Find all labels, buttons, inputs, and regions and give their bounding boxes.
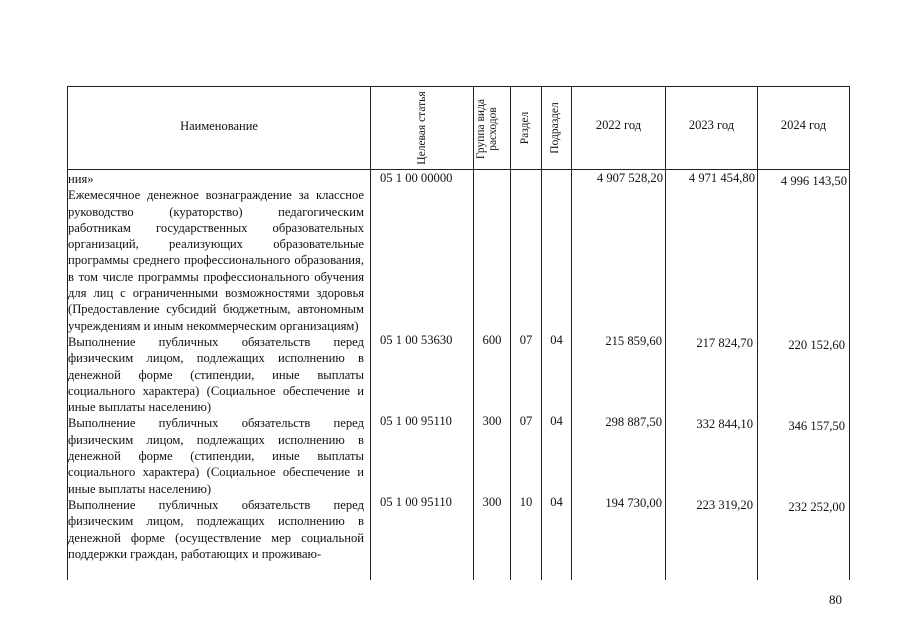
cell-2022: 4 907 528,20 (596, 171, 663, 185)
cell-2022: 215 859,60 (605, 334, 662, 348)
cell-target-article: 05 1 00 95110 (380, 414, 452, 428)
header-expense-group: Группа вида расходов (475, 98, 499, 160)
cell-2022: 298 887,50 (605, 415, 662, 429)
cell-target-article: 05 1 00 53630 (380, 333, 453, 347)
cell-section: 10 (519, 495, 533, 509)
column-divider (571, 86, 572, 580)
cell-2023: 4 971 454,80 (688, 171, 755, 185)
cell-target-article: 05 1 00 00000 (380, 171, 453, 185)
name-text: Выполнение публичных обязательств перед физическим лицом, подлежащих исполнению в денежной форме (стипендии, иные выплаты социального характера) (Социальное обеспечение и иные выплаты населению) (68, 334, 364, 415)
name-text: Выполнение публичных обязательств перед физическим лицом, подлежащих исполнению в денежной форме (осуществление мер социальной поддержки граждан, работающих и проживаю- (68, 497, 364, 561)
cell-2022: 194 730,00 (605, 496, 662, 510)
name-column (68, 171, 364, 562)
cell-2023: 223 319,20 (696, 498, 753, 512)
cell-2024: 4 996 143,50 (780, 174, 847, 188)
name-text: Ежемесячное денежное вознаграждение за классное руководство (кураторство) педагогическим работникам государственных образовательных организаций, реализующих образовательные программы среднего профессионального образования, в том числе программы профессионального обучения для лиц с ограниченными возможностями здоровья (Предоставление субсидий бюджетным, автономным учреждениям и иным некоммерческим организациям) (68, 188, 364, 333)
name-text: ния» (68, 172, 94, 186)
cell-2023: 217 824,70 (696, 336, 753, 350)
cell-target-article: 05 1 00 95110 (380, 495, 452, 509)
cell-section: 07 (519, 333, 533, 347)
cell-subsection: 04 (550, 333, 563, 347)
table-border-right (849, 86, 850, 580)
name-text: Выполнение публичных обязательств перед физическим лицом, подлежащих исполнению в денежной форме (стипендии, иные выплаты социального характера) (Социальное обеспечение и иные выплаты населению) (68, 416, 364, 496)
cell-subsection: 04 (550, 495, 563, 509)
cell-expense-group: 600 (482, 333, 502, 347)
header-2022: 2022 год (595, 118, 642, 132)
column-divider (370, 86, 371, 580)
cell-section: 07 (519, 414, 533, 428)
header-2024: 2024 год (780, 118, 827, 132)
cell-subsection: 04 (550, 414, 563, 428)
cell-2024: 346 157,50 (788, 419, 845, 433)
cell-2023: 332 844,10 (696, 417, 753, 431)
page-number: 80 (829, 592, 842, 607)
cell-2024: 232 252,00 (788, 500, 845, 514)
header-target-article: Целевая статья (416, 91, 428, 165)
header-name: Наименование (180, 119, 258, 133)
cell-2024: 220 152,60 (788, 338, 845, 352)
header-2023: 2023 год (688, 118, 735, 132)
header-section: Раздел (519, 111, 531, 145)
header-subsection: Подраздел (549, 102, 561, 154)
cell-expense-group: 300 (482, 495, 502, 509)
cell-expense-group: 300 (482, 414, 502, 428)
